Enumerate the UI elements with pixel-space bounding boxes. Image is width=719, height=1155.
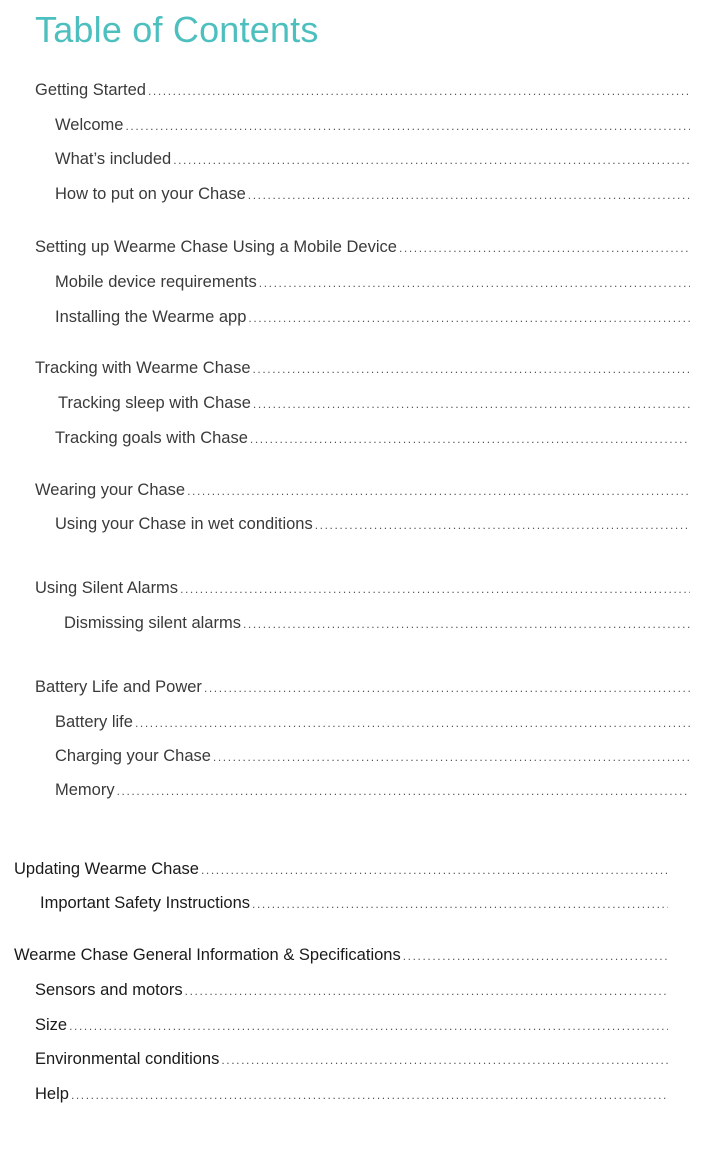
toc-entry[interactable]	[35, 978, 668, 1002]
toc-entry[interactable]	[35, 78, 690, 102]
toc-entry[interactable]	[35, 235, 690, 259]
toc-entry-label: Wearme Chase General Information & Specifications	[14, 946, 401, 964]
toc-entry[interactable]	[55, 710, 690, 734]
toc-entry-label: Battery Life and Power	[35, 678, 202, 696]
toc-leader-dots	[248, 183, 690, 206]
toc-entry[interactable]	[55, 744, 690, 768]
toc-leader-dots	[148, 79, 690, 102]
toc-entry[interactable]	[55, 182, 690, 206]
toc-entry-label: Help	[35, 1085, 69, 1103]
toc-leader-dots	[248, 306, 690, 329]
toc-leader-dots	[253, 357, 691, 380]
toc-entry[interactable]	[55, 305, 690, 329]
toc-entry[interactable]	[58, 391, 690, 415]
toc-entry-label: Sensors and motors	[35, 981, 183, 999]
toc-entry-label: Setting up Wearme Chase Using a Mobile Device	[35, 238, 397, 256]
toc-entry[interactable]	[64, 611, 690, 635]
toc-leader-dots	[315, 513, 690, 536]
toc-entry-label: Wearing your Chase	[35, 481, 186, 499]
toc-entry-label: Memory	[55, 781, 115, 799]
toc-entry-label: Tracking with Wearme Chase	[35, 359, 251, 377]
toc-leader-dots	[125, 114, 690, 137]
toc-entry[interactable]	[35, 576, 690, 600]
toc-entry-label: Charging your Chase	[55, 747, 211, 765]
toc-entry-label: Mobile device requirements	[55, 273, 257, 291]
toc-entry-label: What’s included	[55, 150, 172, 168]
toc-leader-dots	[204, 676, 690, 699]
toc-entry-label: Updating Wearme Chase	[14, 860, 199, 878]
toc-entry[interactable]	[55, 778, 690, 802]
toc-leader-dots	[135, 711, 690, 734]
toc-leader-dots	[250, 427, 690, 450]
toc-leader-dots	[71, 1083, 668, 1106]
toc-leader-dots	[259, 271, 690, 294]
toc-entry[interactable]	[35, 478, 690, 502]
toc-entry[interactable]	[35, 1082, 668, 1106]
toc-leader-dots	[403, 944, 668, 967]
toc-entry[interactable]	[55, 512, 690, 536]
toc-leader-dots	[201, 858, 668, 881]
toc-entry[interactable]	[55, 270, 690, 294]
toc-entry[interactable]	[40, 891, 668, 915]
toc-entry-label: How to put on your Chase	[55, 185, 246, 203]
toc-leader-dots	[180, 577, 690, 600]
toc-leader-dots	[221, 1048, 668, 1071]
toc-entry[interactable]	[14, 943, 668, 967]
toc-leader-dots	[253, 392, 690, 415]
toc-leader-dots	[252, 892, 668, 915]
toc-entry-label: Using Silent Alarms	[35, 579, 179, 597]
toc-entry-label: Dismissing silent alarms	[64, 614, 241, 632]
toc-entry-label: Important Safety Instructions	[40, 894, 251, 912]
toc-leader-dots	[399, 236, 690, 259]
toc-leader-dots	[173, 148, 690, 171]
toc-entry[interactable]	[35, 675, 690, 699]
toc-entry-label: Size	[35, 1016, 68, 1034]
toc-entry[interactable]	[14, 857, 668, 881]
toc-leader-dots	[117, 779, 690, 802]
toc-entry[interactable]	[35, 1013, 668, 1037]
toc-entry-label: Getting Started	[35, 81, 146, 99]
toc-entry[interactable]	[55, 147, 690, 171]
toc-entry-label: Tracking goals with Chase	[55, 429, 248, 447]
page-title: Table of Contents	[35, 9, 319, 50]
toc-leader-dots	[213, 745, 690, 768]
toc-leader-dots	[185, 979, 668, 1002]
toc-entry[interactable]	[55, 426, 690, 450]
toc-leader-dots	[187, 479, 690, 502]
toc-entry-label: Tracking sleep with Chase	[58, 394, 251, 412]
toc-entry[interactable]	[35, 1047, 668, 1071]
toc-leader-dots	[69, 1014, 668, 1037]
toc-entry-label: Installing the Wearme app	[55, 308, 247, 326]
toc-entry-label: Environmental conditions	[35, 1050, 220, 1068]
toc-entry[interactable]	[55, 113, 690, 137]
toc-entry[interactable]	[35, 356, 690, 380]
toc-entry-label: Battery life	[55, 713, 133, 731]
toc-entry-label: Using your Chase in wet conditions	[55, 515, 313, 533]
toc-leader-dots	[243, 612, 690, 635]
toc-entry-label: Welcome	[55, 116, 124, 134]
